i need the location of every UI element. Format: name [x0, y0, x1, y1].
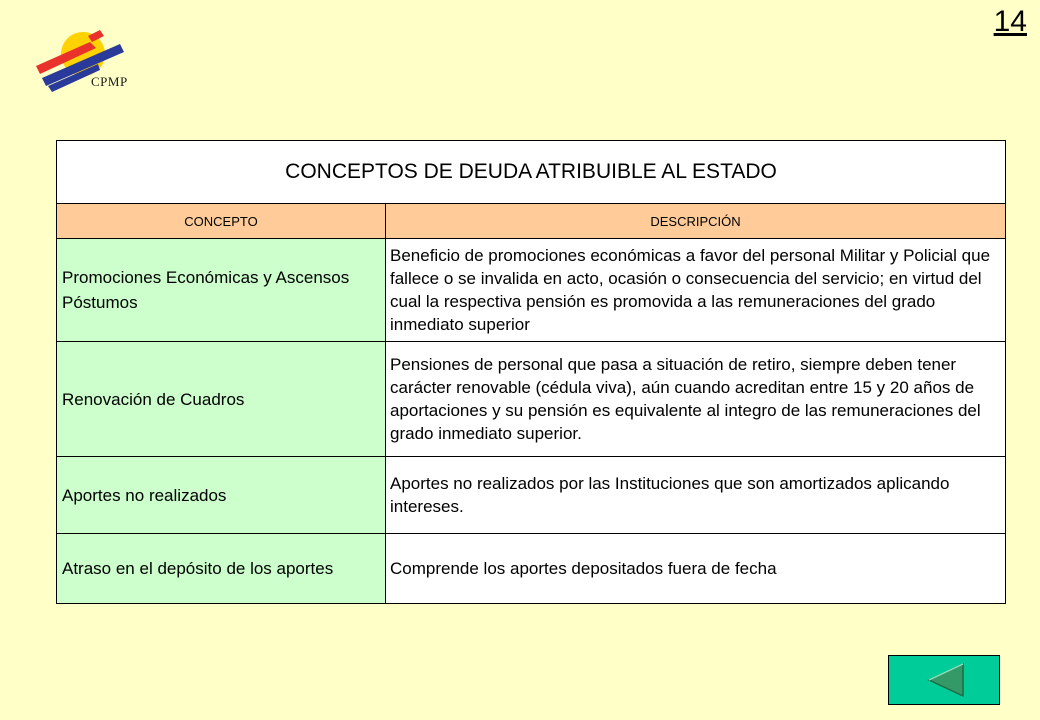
- column-header-concept: CONCEPTO: [57, 204, 386, 239]
- table-row: [57, 239, 1006, 342]
- concept-cell: Renovación de Cuadros: [57, 342, 386, 457]
- concept-cell: Promociones Económicas y Ascensos Póstumos: [57, 239, 386, 342]
- debt-concepts-table: [56, 140, 1006, 604]
- description-cell: Beneficio de promociones económicas a favor del personal Militar y Policial que fallece o se invalida en acto, ocasión o consecuencia del servicio; en virtud del cual la respectiva pensión es promovida a las remuneraciones del grado inmediato superior: [386, 239, 1006, 342]
- table-title: CONCEPTOS DE DEUDA ATRIBUIBLE AL ESTADO: [57, 141, 1006, 204]
- description-cell: Aportes no realizados por las Instituciones que son amortizados aplicando intereses.: [386, 457, 1006, 534]
- back-arrow-icon: [889, 656, 999, 704]
- description-cell: Pensiones de personal que pasa a situación de retiro, siempre deben tener carácter renovable (cédula viva), aún cuando acreditan entre 15 y 20 años de aportaciones y su pensión es equivalente al integro de las remuneraciones del grado inmediato superior.: [386, 342, 1006, 457]
- logo-text: CPMP: [91, 74, 128, 89]
- table-row: [57, 342, 1006, 457]
- table-row: [57, 534, 1006, 604]
- column-header-description: DESCRIPCIÓN: [386, 204, 1006, 239]
- concept-cell: Atraso en el depósito de los aportes: [57, 534, 386, 604]
- concept-cell: Aportes no realizados: [57, 457, 386, 534]
- back-button[interactable]: [888, 655, 1000, 705]
- page-number: 14: [993, 5, 1027, 38]
- description-cell: Comprende los aportes depositados fuera de fecha: [386, 534, 1006, 604]
- cpmp-logo: [28, 22, 138, 100]
- table-row: [57, 457, 1006, 534]
